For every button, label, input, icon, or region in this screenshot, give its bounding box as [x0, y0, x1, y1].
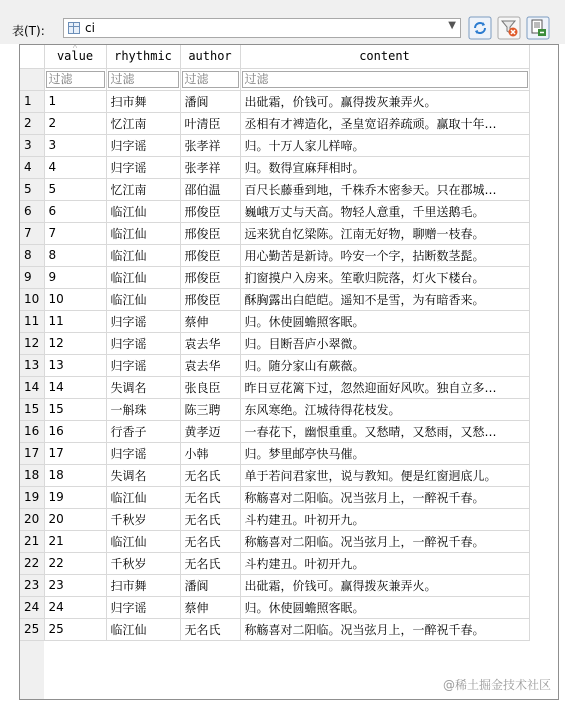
cell-author[interactable]: 邢俊臣 [180, 288, 240, 310]
clear-filter-button[interactable] [497, 16, 521, 40]
cell-value[interactable]: 15 [44, 398, 106, 420]
cell-content[interactable]: 东风寒绝。江城待得花枝发。 [240, 398, 529, 420]
cell-value[interactable]: 8 [44, 244, 106, 266]
cell-rhythmic[interactable]: 归字谣 [106, 442, 180, 464]
cell-author[interactable]: 蔡伸 [180, 596, 240, 618]
filter-input-rhythmic[interactable]: 过滤 [108, 71, 179, 88]
cell-author[interactable]: 无名氏 [180, 530, 240, 552]
table-row[interactable] [20, 420, 529, 442]
data-table [20, 45, 530, 641]
cell-rhythmic[interactable]: 扫市舞 [106, 574, 180, 596]
cell-content[interactable]: 巍峨万丈与天高。物轻人意重，千里送鹅毛。 [240, 200, 529, 222]
cell-author[interactable]: 袁去华 [180, 332, 240, 354]
filter-input-content[interactable]: 过滤 [242, 71, 528, 88]
cell-value[interactable]: 20 [44, 508, 106, 530]
clear-filter-icon [497, 16, 521, 40]
cell-value[interactable]: 5 [44, 178, 106, 200]
cell-content[interactable]: 昨日豆花篱下过，忽然迎面好风吹。独自立多… [240, 376, 529, 398]
cell-author[interactable]: 张孝祥 [180, 134, 240, 156]
table-row[interactable] [20, 618, 529, 640]
cell-value[interactable]: 21 [44, 530, 106, 552]
cell-rhythmic[interactable]: 失调名 [106, 376, 180, 398]
cell-content[interactable]: 一春花下，幽恨重重。又愁晴，又愁雨，又愁… [240, 420, 529, 442]
table-row[interactable] [20, 464, 529, 486]
table-row[interactable] [20, 266, 529, 288]
cell-value[interactable]: 11 [44, 310, 106, 332]
cell-author[interactable]: 邢俊臣 [180, 200, 240, 222]
data-grid[interactable] [19, 44, 559, 700]
table-row[interactable] [20, 90, 529, 112]
cell-content[interactable]: 称觞喜对二阳临。况当弦月上，一醉祝千春。 [240, 618, 529, 640]
cell-author[interactable]: 无名氏 [180, 618, 240, 640]
cell-content[interactable]: 斗杓建丑。叶初开九。 [240, 508, 529, 530]
cell-value[interactable]: 4 [44, 156, 106, 178]
cell-content[interactable]: 归。休使圆蟾照客眠。 [240, 596, 529, 618]
cell-value[interactable]: 3 [44, 134, 106, 156]
print-button[interactable] [526, 16, 550, 40]
cell-content[interactable]: 出砒霜，价钱可。赢得拨灰兼弄火。 [240, 90, 529, 112]
cell-rhythmic[interactable]: 临江仙 [106, 618, 180, 640]
table-row[interactable] [20, 398, 529, 420]
cell-rhythmic[interactable]: 千秋岁 [106, 552, 180, 574]
cell-rhythmic[interactable]: 一斛珠 [106, 398, 180, 420]
cell-author[interactable]: 小韩 [180, 442, 240, 464]
row-number: 17 [20, 442, 44, 464]
cell-value[interactable]: 25 [44, 618, 106, 640]
cell-value[interactable]: 12 [44, 332, 106, 354]
table-row[interactable] [20, 112, 529, 134]
cell-rhythmic[interactable]: 千秋岁 [106, 508, 180, 530]
row-number: 11 [20, 310, 44, 332]
row-number: 9 [20, 266, 44, 288]
table-row[interactable] [20, 200, 529, 222]
filter-input-author[interactable]: 过滤 [182, 71, 239, 88]
cell-rhythmic[interactable]: 行香子 [106, 420, 180, 442]
table-row[interactable] [20, 354, 529, 376]
table-row[interactable] [20, 486, 529, 508]
table-row[interactable] [20, 552, 529, 574]
cell-author[interactable]: 邵伯温 [180, 178, 240, 200]
cell-rhythmic[interactable]: 扫市舞 [106, 90, 180, 112]
cell-value[interactable]: 23 [44, 574, 106, 596]
cell-content[interactable]: 称觞喜对二阳临。况当弦月上，一醉祝千春。 [240, 530, 529, 552]
row-number: 4 [20, 156, 44, 178]
table-row[interactable] [20, 376, 529, 398]
cell-value[interactable]: 13 [44, 354, 106, 376]
table-select[interactable] [63, 18, 461, 38]
cell-value[interactable]: 1 [44, 90, 106, 112]
row-number: 2 [20, 112, 44, 134]
cell-content[interactable]: 归。梦里邮亭快马催。 [240, 442, 529, 464]
row-number: 15 [20, 398, 44, 420]
cell-content[interactable]: 归。十万人家儿样啼。 [240, 134, 529, 156]
cell-content[interactable]: 称觞喜对二阳临。况当弦月上，一醉祝千春。 [240, 486, 529, 508]
refresh-button[interactable] [468, 16, 492, 40]
toolbar [0, 0, 565, 44]
watermark: @稀土掘金技术社区 [442, 678, 551, 692]
cell-rhythmic[interactable]: 临江仙 [106, 288, 180, 310]
cell-rhythmic[interactable]: 归字谣 [106, 310, 180, 332]
row-number: 13 [20, 354, 44, 376]
cell-value[interactable]: 22 [44, 552, 106, 574]
cell-rhythmic[interactable]: 归字谣 [106, 156, 180, 178]
row-number: 8 [20, 244, 44, 266]
cell-rhythmic[interactable]: 归字谣 [106, 354, 180, 376]
cell-content[interactable]: 归。随分家山有蕨薇。 [240, 354, 529, 376]
row-number: 1 [20, 90, 44, 112]
row-number: 24 [20, 596, 44, 618]
cell-author[interactable]: 袁去华 [180, 354, 240, 376]
cell-rhythmic[interactable]: 失调名 [106, 464, 180, 486]
cell-value[interactable]: 9 [44, 266, 106, 288]
cell-content[interactable]: 斗杓建丑。叶初开九。 [240, 552, 529, 574]
cell-rhythmic[interactable]: 忆江南 [106, 112, 180, 134]
table-row[interactable] [20, 134, 529, 156]
row-number: 18 [20, 464, 44, 486]
column-header-value[interactable]: ˄ value [44, 45, 106, 68]
cell-author[interactable]: 潘阆 [180, 574, 240, 596]
row-number: 10 [20, 288, 44, 310]
cell-content[interactable]: 单于若问君家世，说与教知。便是红窗迥底儿。 [240, 464, 529, 486]
sort-caret-icon: ˄ [72, 45, 78, 51]
row-number: 22 [20, 552, 44, 574]
table-row[interactable] [20, 310, 529, 332]
cell-rhythmic[interactable]: 临江仙 [106, 244, 180, 266]
cell-author[interactable]: 无名氏 [180, 552, 240, 574]
cell-content[interactable]: 归。数得宣麻拜相时。 [240, 156, 529, 178]
cell-author[interactable]: 张孝祥 [180, 156, 240, 178]
cell-value[interactable]: 14 [44, 376, 106, 398]
cell-rhythmic[interactable]: 归字谣 [106, 134, 180, 156]
row-number: 14 [20, 376, 44, 398]
row-number: 16 [20, 420, 44, 442]
cell-value[interactable]: 7 [44, 222, 106, 244]
cell-rhythmic[interactable]: 临江仙 [106, 200, 180, 222]
table-select-value: ci [85, 21, 95, 35]
cell-value[interactable]: 18 [44, 464, 106, 486]
cell-rhythmic[interactable]: 临江仙 [106, 486, 180, 508]
filter-input-value[interactable]: 过滤 [46, 71, 105, 88]
cell-content[interactable]: 酥胸露出白皑皑。遥知不是雪，为有暗香来。 [240, 288, 529, 310]
cell-value[interactable]: 2 [44, 112, 106, 134]
cell-value[interactable]: 17 [44, 442, 106, 464]
filter-row-header [20, 68, 44, 90]
table-row[interactable] [20, 574, 529, 596]
column-header-rhythmic[interactable]: rhythmic [106, 45, 180, 68]
corner-cell [20, 45, 44, 68]
cell-value[interactable]: 24 [44, 596, 106, 618]
cell-rhythmic[interactable]: 忆江南 [106, 178, 180, 200]
cell-content[interactable]: 归。目断吾庐小翠微。 [240, 332, 529, 354]
cell-author[interactable]: 张良臣 [180, 376, 240, 398]
cell-content[interactable]: 用心勤苦是新诗。吟安一个字，拈断数茎髭。 [240, 244, 529, 266]
cell-content[interactable]: 百尺长藤垂到地，千株乔木密参天。只在郡城… [240, 178, 529, 200]
cell-author[interactable]: 陈三聘 [180, 398, 240, 420]
table-row[interactable] [20, 222, 529, 244]
table-row[interactable] [20, 596, 529, 618]
cell-author[interactable]: 叶清臣 [180, 112, 240, 134]
table-row[interactable] [20, 442, 529, 464]
cell-rhythmic[interactable]: 归字谣 [106, 332, 180, 354]
column-header-author[interactable]: author [180, 45, 240, 68]
print-icon [526, 16, 550, 40]
row-number: 20 [20, 508, 44, 530]
row-number: 23 [20, 574, 44, 596]
cell-author[interactable]: 潘阆 [180, 90, 240, 112]
cell-content[interactable]: 远来犹自忆梁陈。江南无好物，聊赠一枝春。 [240, 222, 529, 244]
cell-author[interactable]: 邢俊臣 [180, 266, 240, 288]
table-row[interactable] [20, 156, 529, 178]
cell-rhythmic[interactable]: 归字谣 [106, 596, 180, 618]
table-row[interactable] [20, 530, 529, 552]
row-number: 25 [20, 618, 44, 640]
table-row[interactable] [20, 332, 529, 354]
table-row[interactable] [20, 508, 529, 530]
cell-author[interactable]: 无名氏 [180, 508, 240, 530]
row-number: 5 [20, 178, 44, 200]
cell-content[interactable]: 归。休使圆蟾照客眠。 [240, 310, 529, 332]
table-label: 表(T): [12, 24, 45, 38]
cell-content[interactable]: 出砒霜，价钱可。赢得拨灰兼弄火。 [240, 574, 529, 596]
cell-author[interactable]: 无名氏 [180, 464, 240, 486]
cell-author[interactable]: 蔡伸 [180, 310, 240, 332]
cell-author[interactable]: 无名氏 [180, 486, 240, 508]
cell-author[interactable]: 邢俊臣 [180, 244, 240, 266]
table-row[interactable] [20, 178, 529, 200]
cell-rhythmic[interactable]: 临江仙 [106, 266, 180, 288]
cell-value[interactable]: 16 [44, 420, 106, 442]
row-number: 3 [20, 134, 44, 156]
row-number: 19 [20, 486, 44, 508]
cell-author[interactable]: 邢俊臣 [180, 222, 240, 244]
cell-rhythmic[interactable]: 临江仙 [106, 530, 180, 552]
table-row[interactable] [20, 288, 529, 310]
chevron-down-icon[interactable]: ▼ [448, 20, 456, 31]
cell-author[interactable]: 黄孝迈 [180, 420, 240, 442]
row-number: 7 [20, 222, 44, 244]
table-icon [68, 22, 80, 34]
row-number: 6 [20, 200, 44, 222]
cell-value[interactable]: 19 [44, 486, 106, 508]
row-number: 21 [20, 530, 44, 552]
cell-content[interactable]: 丞相有才裨造化，圣皇宽诏养疏顽。赢取十年… [240, 112, 529, 134]
cell-content[interactable]: 扪窗摸户入房来。笙歌归院落，灯火下楼台。 [240, 266, 529, 288]
cell-value[interactable]: 6 [44, 200, 106, 222]
cell-rhythmic[interactable]: 临江仙 [106, 222, 180, 244]
table-row[interactable] [20, 244, 529, 266]
row-number: 12 [20, 332, 44, 354]
refresh-icon [468, 16, 492, 40]
cell-value[interactable]: 10 [44, 288, 106, 310]
column-header-content[interactable]: content [240, 45, 529, 68]
